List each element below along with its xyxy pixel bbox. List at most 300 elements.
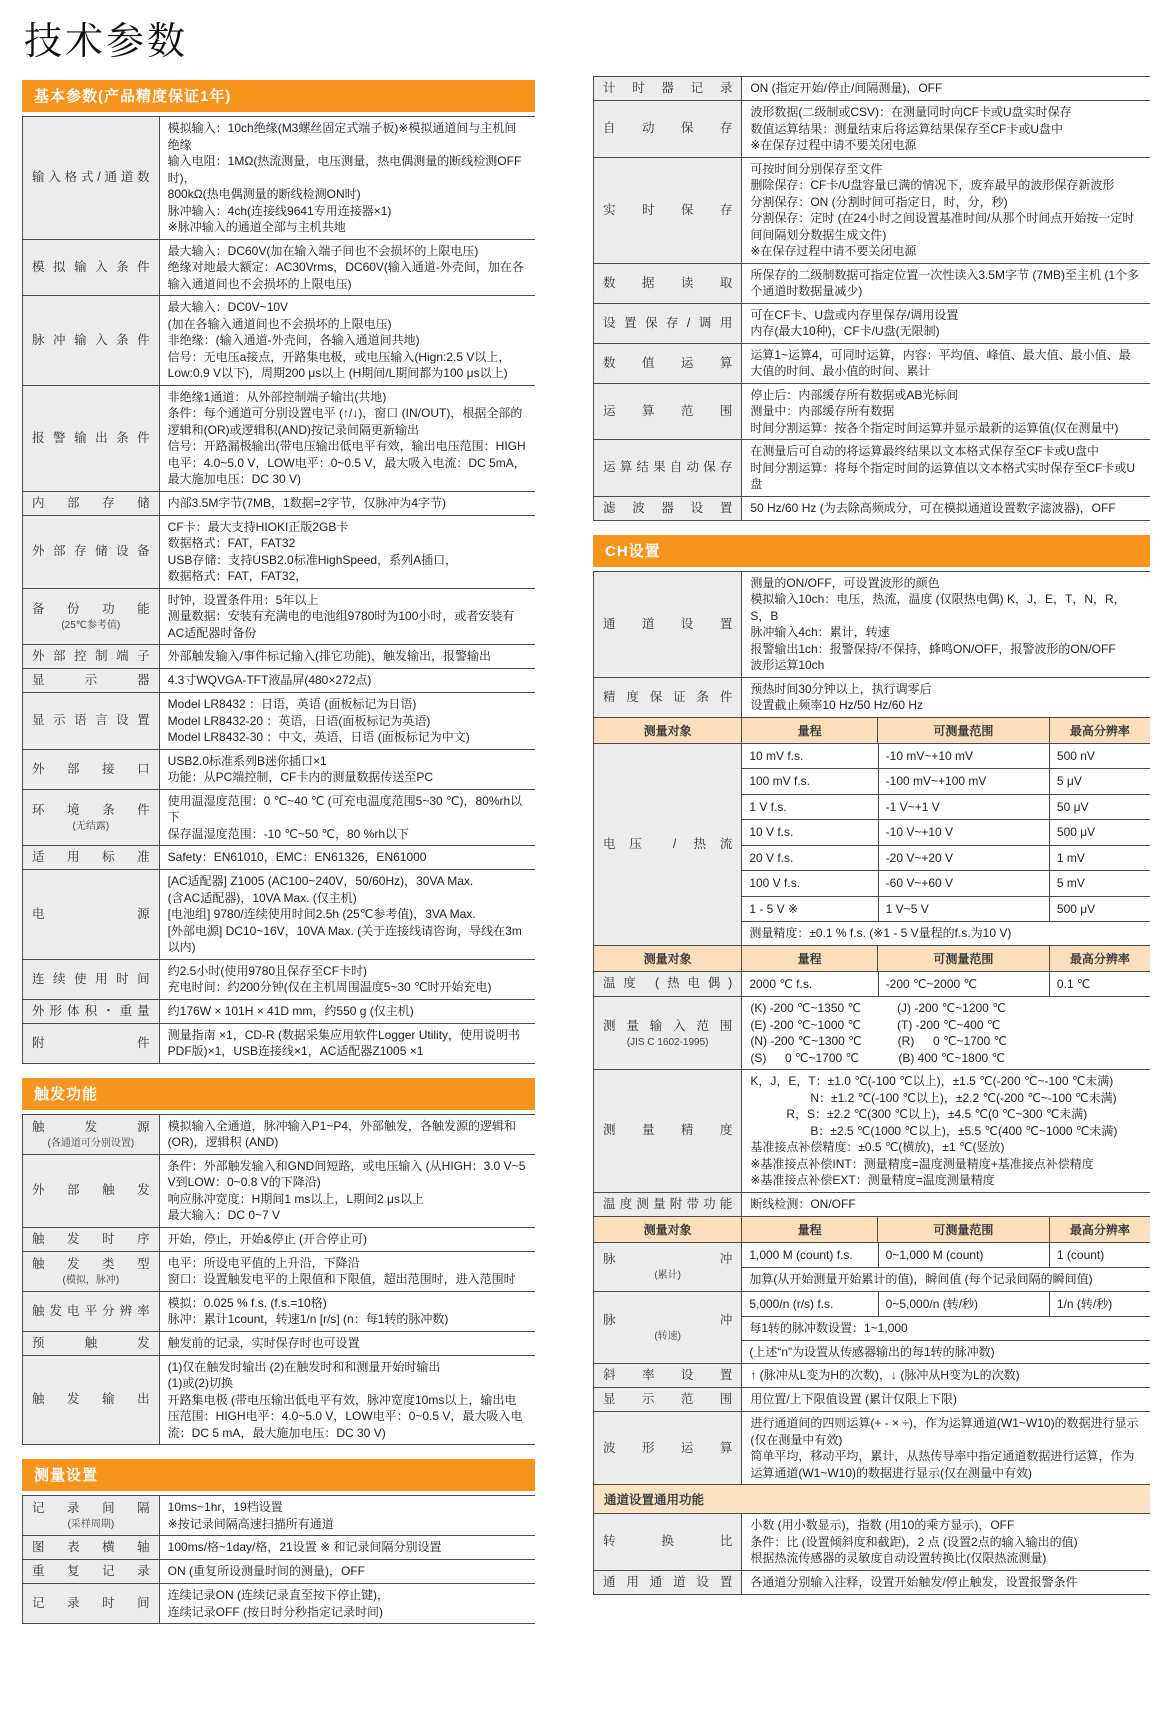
text-line: 最大输入：DC 0~7 V [167, 1208, 281, 1222]
measure-table-group-rows [741, 972, 1150, 997]
row-label-text: 触发类型 [32, 1256, 150, 1271]
text-line: 基准接点补偿精度：±0.5 ℃(横放)，±1 ℃(竖放) [750, 1140, 1005, 1154]
measure-row [742, 1243, 1150, 1268]
row-label [23, 960, 159, 999]
text-line: 绝缘对地最大额定：AC30Vrms，DC60V(输入通道-外壳间，加在各输入通道间也不会损坏的上限电压) [167, 260, 524, 291]
text-line: 时间分割运算：按各个指定时间运算并显示最新的运算值(仅在测量中) [750, 420, 1119, 435]
section-header: 基本参数(产品精度保证1年) [22, 80, 535, 112]
column-header: 测量对象 [594, 946, 741, 971]
row-label-text: 记录间隔 [32, 1501, 150, 1515]
section-header: 触发功能 [22, 1078, 535, 1110]
text-line: 约176W × 101H × 41D mm，约550 g (仅主机) [167, 1003, 414, 1018]
resolution-cell: 5 μV [1049, 769, 1150, 794]
text-line: 开路集电极 (带电压输出低电平有效，脉冲宽度10ms以上，输出电压范围：HIGH电平：4.0~5.0 V，LOW电平：0~0.5 V，最大吸入电流：DC 5 mA，最大施加电压：DC 30 V) [167, 1392, 523, 1440]
row-label-text: 转换比 [603, 1534, 733, 1549]
measurable-range-cell: 0~1,000 M (count) [878, 1243, 1049, 1268]
column-header: 量程 [741, 718, 877, 743]
text-line: 测量精度：±0.1 % f.s. (※1 - 5 V量程的f.s.为10 V) [749, 926, 1012, 940]
row-content [741, 384, 1150, 440]
row-content [159, 1356, 535, 1445]
column-header: 可测量范围 [877, 1217, 1049, 1242]
row-content [741, 1412, 1150, 1484]
text-line: 模拟输入10ch：电压，热流，温度 (仅限热电偶) K，J，E，T，N，R，S，B [750, 592, 1126, 623]
row-label-subtext: (采样周期) [67, 1519, 115, 1530]
spec-row [23, 1024, 535, 1064]
text-line: 100ms/格~1day/格，21设置 ※ 和记录间隔分别设置 [167, 1540, 442, 1555]
row-label [594, 264, 741, 303]
row-label [594, 1292, 741, 1364]
row-label [594, 1514, 741, 1570]
text-line: [电池组] 9780/连续使用时间2.5h (25℃参考值)，3VA Max. [167, 907, 476, 921]
spec-row [594, 440, 1150, 497]
resolution-cell: 1 mV [1049, 846, 1150, 871]
row-content [159, 240, 535, 296]
text-line: Model LR8432 ：日语，英语 (面板标记为日语) [167, 697, 417, 711]
spec-row [594, 304, 1150, 344]
row-label [594, 972, 741, 997]
text-line: 测量中：内部缓存所有数据 [750, 404, 895, 418]
row-content [741, 497, 1150, 520]
measure-table-header-row [594, 718, 1150, 744]
row-label-text: 脉冲 [603, 1252, 733, 1266]
row-label-text: 显示器 [32, 673, 150, 687]
range-cell: 10 V f.s. [749, 825, 794, 839]
row-label [23, 117, 159, 239]
spec-row [594, 1514, 1150, 1571]
row-content [741, 997, 1150, 1069]
measurable-range-cell: -10 mV~+10 mV [878, 744, 1049, 769]
text-line: 数据格式：FAT，FAT32 [167, 536, 296, 550]
text-line: 在测量后可自动的将运算最终结果以文本格式保存至CF卡或U盘中 [750, 444, 1099, 458]
text-line: ↑ (脉冲从L变为H的次数)，↓ (脉冲从H变为L的次数) [750, 1368, 1020, 1383]
measure-row [742, 896, 1150, 922]
text-line: 外部触发输入/事件标记输入(排它功能)，触发输出，报警输出 [167, 649, 492, 664]
section-header: CH设置 [593, 535, 1150, 567]
text-line: 时钟，设置条件用：5年以上 [167, 592, 319, 607]
spec-row [594, 1193, 1150, 1217]
text-line: 最大输入：DC0V~10V [167, 300, 289, 314]
text-line: 条件：比 (设置倾斜度和截距)，2 点 (设置2点的输入输出的值) [750, 1534, 1078, 1549]
text-line: 条件：外部触发输入和GND间短路，或电压输入 (从HIGH：3.0 V~5 V到LOW：0~0.8 V的下降沿) [167, 1158, 529, 1189]
row-label-text: 数据读取 [603, 275, 733, 290]
text-line: 脉冲：累计1count，转速1/n [r/s] (n：每1转的脉冲数) [167, 1312, 449, 1326]
resolution-cell: 5 mV [1049, 871, 1150, 896]
row-content [159, 870, 535, 959]
measure-table-header-row [594, 946, 1150, 972]
row-label [23, 296, 159, 385]
text-line: Safety：EN61010，EMC：EN61326，EN61000 [167, 850, 427, 865]
row-content [741, 1514, 1150, 1570]
row-label-text: 适用标准 [32, 850, 150, 864]
row-content [159, 790, 535, 846]
row-label [23, 846, 159, 869]
spec-row [23, 846, 535, 870]
row-label [23, 1560, 159, 1583]
row-label-text: 电源 [32, 906, 150, 921]
text-line: [AC适配器] Z1005 (AC100~240V，50/60Hz)，30VA Max. [167, 874, 474, 888]
resolution-cell: 500 μV [1049, 897, 1150, 922]
range-cell: 5,000/n (r/s) f.s. [749, 1296, 834, 1311]
spec-row [594, 1364, 1150, 1388]
measurable-range-cell: 0~5,000/n (转/秒) [878, 1292, 1049, 1317]
row-label [23, 240, 159, 296]
text-line: CF卡：最大支持HIOKI正版2GB卡 [167, 519, 349, 534]
measure-table-group-rows [741, 1292, 1150, 1364]
text-line: USB2.0标准系列B迷你插口×1 [167, 753, 327, 768]
row-label-text: 触发电平分辨率 [32, 1303, 150, 1318]
measure-table-group [594, 972, 1150, 998]
text-line: 分割保存：定时 (在24小时之间设置基准时间/从那个时间点开始按一定时间间隔划分数据生成文件) [750, 211, 1135, 242]
text-line: N：±1.2 ℃(-100 ℃以上)，±2.2 ℃(-200 ℃~-100 ℃未满) [750, 1090, 1117, 1105]
row-content [741, 77, 1150, 100]
text-line: 停止后：内部缓存所有数据或AB光标间 [750, 387, 959, 402]
measure-row [742, 744, 1150, 769]
row-label-text: 数值运算 [603, 355, 733, 370]
row-label [23, 1292, 159, 1331]
row-label [23, 492, 159, 515]
text-line: 脉冲输入：4ch(连接线9641专用连接器×1) [167, 203, 392, 218]
text-line: 内存(最大10种)，CF卡/U盘(无限制) [750, 324, 940, 338]
row-label [23, 589, 159, 645]
text-line: 最大输入：DC60V(加在输入端子间也不会损坏的上限电压) [167, 243, 479, 258]
row-label-text: 触发源 [32, 1119, 150, 1134]
range-cell: 100 mV f.s. [749, 774, 811, 788]
spec-row [23, 1356, 535, 1446]
spec-row [23, 750, 535, 790]
spec-row [23, 1155, 535, 1228]
row-label-text: 报警输出条件 [32, 430, 150, 445]
measurable-range-cell: 1 V~5 V [878, 897, 1049, 922]
text-line: [外部电源] DC10~16V，10VA Max. (关于连接线请咨询，导线在3m以内) [167, 923, 522, 954]
text-line: 每1转的脉冲数设置：1~1,000 [749, 1321, 908, 1335]
row-label-text: 测量输入范围 [603, 1018, 733, 1033]
row-label [23, 1155, 159, 1227]
row-label-text: 触发时序 [32, 1231, 150, 1246]
row-label [23, 1228, 159, 1251]
text-line: ※基准接点补偿INT：测量精度=温度测量精度+基准接点补偿精度 [750, 1156, 1094, 1171]
row-label [594, 744, 741, 945]
text-line: 10ms~1hr，19档设置 [167, 1500, 283, 1514]
measure-table-group-rows [741, 744, 1150, 945]
row-content [159, 1496, 535, 1535]
text-line: 窗口：设置触发电平的上限值和下限值，超出范围时，进入范围时 [167, 1272, 516, 1286]
row-content [159, 846, 535, 869]
row-label-text: 外部存储设备 [32, 544, 150, 558]
spec-row [23, 492, 535, 516]
row-content [159, 386, 535, 491]
row-label-subtext: (各通道可分别设置) [47, 1137, 135, 1149]
text-line: (K) -200 ℃~1350 ℃ (J) -200 ℃~1200 ℃ [750, 1001, 1006, 1015]
row-label-text: 外部触发 [32, 1183, 150, 1197]
column-header: 最高分辨率 [1049, 1217, 1150, 1242]
text-line: (E) -200 ℃~1000 ℃ (T) -200 ℃~400 ℃ [750, 1017, 1001, 1032]
spec-row [594, 1388, 1150, 1412]
spec-row [23, 1332, 535, 1356]
row-label [23, 1252, 159, 1291]
text-line: ※基准接点补偿EXT：测量精度=温度测量精度 [750, 1173, 995, 1187]
spec-row [23, 1292, 535, 1332]
row-label-text: 通用通道设置 [603, 1574, 733, 1589]
resolution-cell: 500 nV [1049, 744, 1150, 769]
text-line: 简单平均，移动平均，累计，从热传导率中指定通道数据进行运算，作为运算通道(W1~W10)的数据进行显示(仅在测量中有效) [750, 1449, 1135, 1480]
measure-row [742, 870, 1150, 896]
row-content [159, 1228, 535, 1251]
text-line: 充电时间：约200分钟(仅在主机周围温度5~30 ℃时开始充电) [167, 980, 492, 994]
text-line: 测量的ON/OFF，可设置波形的颜色 [750, 575, 940, 590]
text-line: 800kΩ(热电偶测量的断线检测ON时) [167, 187, 361, 201]
row-content [741, 1070, 1150, 1192]
row-label-text: 运算范围 [603, 403, 733, 418]
measure-row [742, 819, 1150, 845]
row-label-text: 输入格式/通道数 [32, 170, 150, 185]
page-title: 技术参数 [24, 19, 189, 63]
text-line: ON (指定开始/停止/间隔测量)，OFF [750, 81, 943, 96]
row-label [23, 386, 159, 491]
row-content [159, 960, 535, 999]
row-label [594, 997, 741, 1069]
measure-row-note [742, 921, 1150, 945]
row-label-subtext: (累计) [654, 1270, 681, 1281]
text-line: K，J，E，T：±1.0 ℃(-100 ℃以上)，±1.5 ℃(-200 ℃~-100 ℃未满) [750, 1074, 1114, 1088]
row-label [594, 1364, 741, 1387]
row-label [594, 678, 741, 717]
measure-table-group-rows [741, 1243, 1150, 1291]
text-line: 各通道分别输入注释，设置开始触发/停止触发，设置报警条件 [750, 1574, 1078, 1589]
column-header: 可测量范围 [877, 718, 1049, 743]
text-line: (S) 0 ℃~1700 ℃ (B) 400 ℃~1800 ℃ [750, 1050, 1006, 1065]
measurable-range-cell: -20 V~+20 V [878, 846, 1049, 871]
row-label-subtext: (JIS C 1602-1995) [626, 1036, 709, 1048]
range-cell: 1,000 M (count) f.s. [749, 1247, 853, 1262]
row-label-text: 波形运算 [603, 1440, 733, 1455]
row-label-subtext: (无结露) [72, 820, 110, 832]
spec-row [23, 1000, 535, 1024]
section-header: 测量设置 [22, 1459, 535, 1491]
row-label-text: 脉冲输入条件 [32, 332, 150, 347]
row-label-text: 温度 (热电偶) [603, 976, 733, 991]
text-line: 进行通道间的四则运算(+ - × ÷)，作为运算通道(W1~W10)的数据进行显示(仅在测量中有效) [750, 1416, 1139, 1447]
text-line: 触发前的记录，实时保存时也可设置 [167, 1335, 360, 1350]
text-line: ※按记录间隔高速扫描所有通道 [167, 1516, 334, 1531]
text-line: 可在CF卡、U盘或内存里保存/调用设置 [750, 307, 959, 322]
spec-row [594, 1571, 1150, 1595]
measurable-range-cell: -100 mV~+100 mV [878, 769, 1049, 794]
measurable-range-cell: -10 V~+10 V [878, 820, 1049, 845]
row-label [23, 645, 159, 668]
spec-row [23, 790, 535, 847]
row-label [23, 790, 159, 846]
text-line: 设置截止频率10 Hz/50 Hz/60 Hz [750, 698, 924, 712]
row-label-text: 电压 / 热流 [603, 836, 733, 851]
spec-row [23, 516, 535, 589]
range-cell: 2000 ℃ f.s. [749, 976, 813, 991]
row-content [159, 296, 535, 385]
row-label [594, 1412, 741, 1484]
section-table [593, 76, 1150, 521]
text-line: 非绝缘1通道：从外部控制端子输出(共地) [167, 389, 387, 404]
text-line: 可按时间分别保存至文件 [750, 161, 883, 176]
text-line: 信号：开路漏极输出(带电压输出低电平有效，输出电压范围：HIGH电平：4.0~5.0 V，LOW电平：0~0.5 V，最大吸入电流：DC 5mA，最大施加电压：DC 30 V) [167, 439, 526, 486]
row-label-text: 计时器记录 [603, 81, 733, 95]
row-label [594, 344, 741, 383]
text-line: ※在保存过程中请不要关闭电源 [750, 244, 917, 258]
text-line: ※脉冲输入的通道全部与主机共地 [167, 220, 346, 234]
row-label [23, 693, 159, 749]
column-header: 测量对象 [594, 1217, 741, 1242]
range-cell: 10 mV f.s. [749, 748, 804, 763]
text-line: 波形运算10ch [750, 658, 825, 672]
text-line: USB存储：支持USB2.0标准HighSpeed，系列A插口， [167, 552, 458, 567]
spec-row [594, 158, 1150, 264]
row-label-text: 内部存储 [32, 495, 150, 510]
spec-row [594, 1070, 1150, 1193]
spec-row [23, 296, 535, 386]
measure-row [742, 1292, 1150, 1317]
row-label [594, 1193, 741, 1216]
text-line: R，S：±2.2 ℃(300 ℃以上)，±4.5 ℃(0 ℃~300 ℃未满) [750, 1107, 1088, 1121]
row-content [159, 117, 535, 239]
row-content [159, 1332, 535, 1355]
text-line: 模拟输入：10ch绝缘(M3螺丝固定式端子板)※模拟通道间与主机间绝缘 [167, 121, 517, 152]
row-content [741, 304, 1150, 343]
text-line: 开始，停止，开始&停止 (开合停止可) [167, 1231, 368, 1246]
text-line: 连续记录ON (连续记录直至按下停止键)， [167, 1588, 389, 1602]
section-table [22, 1114, 535, 1446]
row-label-text: 脉冲 [603, 1312, 733, 1327]
text-line: 内部3.5M字节(7MB，1数据=2字节，仅脉冲为4字节) [167, 495, 447, 510]
measure-row [742, 794, 1150, 820]
text-line: 4.3寸WQVGA-TFT液晶屏(480×272点) [167, 673, 372, 688]
spec-row [23, 870, 535, 960]
range-cell: 100 V f.s. [749, 876, 801, 890]
row-content [159, 669, 535, 692]
row-content [159, 750, 535, 789]
spec-row [594, 77, 1150, 101]
row-label [23, 1356, 159, 1445]
row-label [594, 158, 741, 263]
text-line: 约2.5小时(使用9780且保存至CF卡时) [167, 963, 368, 978]
row-label [594, 1070, 741, 1192]
row-content [741, 1193, 1150, 1216]
measure-row-note [742, 1316, 1150, 1340]
row-content [741, 678, 1150, 717]
row-label-text: 环境条件 [32, 802, 150, 817]
text-line: (1)仅在触发时输出 (2)在触发时和和测量开始时输出 [167, 1359, 441, 1374]
row-label [594, 384, 741, 440]
text-line: (上述“n”为设置从传感器输出的每1转的脉冲数) [749, 1344, 995, 1359]
spec-row [594, 497, 1150, 521]
row-label [23, 1024, 159, 1063]
text-line: 波形数据(二级制或CSV)：在测量同时向CF卡或U盘实时保存 [750, 105, 1072, 119]
row-label [594, 440, 741, 496]
resolution-cell: 0.1 ℃ [1049, 972, 1150, 997]
text-line: 测量数据：安装有充满电的电池组9780时为100小时，或者安装有AC适配器时备份 [167, 609, 515, 640]
column-header: 量程 [741, 946, 877, 971]
column-header: 测量对象 [594, 718, 741, 743]
spec-row [594, 1412, 1150, 1485]
row-label [23, 1496, 159, 1535]
text-line: 运算1~运算4，可同时运算，内容：平均值、峰值、最大值、最小值、最大值的时间、最小值的时间、累计 [750, 347, 1131, 378]
text-line: 根据热流传感器的灵敏度自动设置转换比(仅限热流测量) [750, 1551, 1047, 1565]
row-label-text: 精度保证条件 [603, 689, 733, 704]
text-line: B：±2.5 ℃(1000 ℃以上)，±5.5 ℃(400 ℃~1000 ℃未满) [750, 1123, 1118, 1138]
row-label-text: 测量精度 [603, 1123, 733, 1138]
range-cell: 20 V f.s. [749, 850, 794, 865]
measure-row-note [742, 1340, 1150, 1364]
text-line: 信号：无电压a接点，开路集电极，或电压输入(Hign:2.5 V以上，Low:0.9 V以下)，周期200 μs以上 (H期间/L期间都为100 μs以上) [167, 349, 511, 380]
column-header: 最高分辨率 [1049, 946, 1150, 971]
row-content [741, 158, 1150, 263]
row-content [159, 1000, 535, 1023]
spec-row [23, 1252, 535, 1292]
right-column [593, 72, 1150, 1595]
spec-row [23, 589, 535, 646]
row-content [741, 1388, 1150, 1411]
row-label-text: 显示语言设置 [32, 713, 150, 728]
spec-row [23, 645, 535, 669]
spec-row [23, 1228, 535, 1252]
row-label [594, 101, 741, 157]
row-content [159, 1584, 535, 1623]
column-header: 最高分辨率 [1049, 718, 1150, 743]
row-content [159, 1252, 535, 1291]
row-label [594, 304, 741, 343]
row-content [159, 516, 535, 588]
text-line: Model LR8432-30 ：中文，英语，日语 (面板标记为中文) [167, 730, 470, 744]
row-label [23, 1000, 159, 1023]
row-label [23, 1115, 159, 1154]
spec-row [594, 344, 1150, 384]
text-line: 非绝缘：(输入通道-外壳间，各输入通道间共地) [167, 333, 420, 347]
column-header: 量程 [741, 1217, 877, 1242]
resolution-cell: 500 μV [1049, 820, 1150, 845]
text-line: 模拟：0.025 % f.s. (f.s.=10格) [167, 1295, 327, 1310]
text-line: 测量指南 ×1，CD-R (数据采集应用软件Logger Utility，使用说明书PDF版)×1，USB连接线×1，AC适配器Z1005 ×1 [167, 1027, 521, 1058]
text-line: ※在保存过程中请不要关闭电源 [750, 138, 917, 152]
row-label [594, 572, 741, 677]
measurable-range-cell: -1 V~+1 V [878, 795, 1049, 820]
row-label-subtext: (模拟，脉冲) [62, 1274, 120, 1286]
row-label [23, 1584, 159, 1623]
left-column [22, 80, 535, 1624]
row-label-text: 斜率设置 [603, 1368, 733, 1382]
spec-row [23, 117, 535, 240]
row-label-text: 实时保存 [603, 202, 733, 217]
range-cell: 1 V f.s. [749, 799, 787, 814]
row-label-text: 滤波器设置 [603, 500, 733, 515]
spec-row [23, 1584, 535, 1624]
section-table [22, 1495, 535, 1624]
text-line: 脉冲输入4ch：累计，转速 [750, 625, 890, 639]
row-label [594, 1243, 741, 1291]
text-line: 使用温湿度范围：0 ℃~40 ℃ (可充电温度范围5~30 ℃)，80%rh以下 [167, 793, 523, 824]
range-cell: 1 - 5 V ※ [749, 901, 799, 916]
text-line: 加算(从开始测量开始累计的值)，瞬间值 (每个记录间隔的瞬间值) [749, 1272, 1093, 1286]
row-content [159, 645, 535, 668]
text-line: 用位置/上下限值设置 (累计仅限上下限) [750, 1392, 957, 1407]
text-line: 报警输出1ch：报警保持/不保持，蜂鸣ON/OFF，报警波形的ON/OFF [750, 641, 1116, 656]
row-content [741, 1364, 1150, 1387]
measure-row [742, 845, 1150, 871]
row-label-text: 记录时间 [32, 1596, 150, 1610]
text-line: 预热时间30分钟以上，执行调零后 [750, 681, 932, 696]
resolution-cell: 1 (count) [1049, 1243, 1150, 1268]
text-line: 断线检测：ON/OFF [750, 1196, 856, 1211]
row-label-text: 外形体积・重量 [32, 1003, 150, 1018]
row-content [159, 1536, 535, 1559]
spec-row [23, 1496, 535, 1536]
text-line: Model LR8432-20 ：英语，日语(面板标记为英语) [167, 713, 431, 728]
